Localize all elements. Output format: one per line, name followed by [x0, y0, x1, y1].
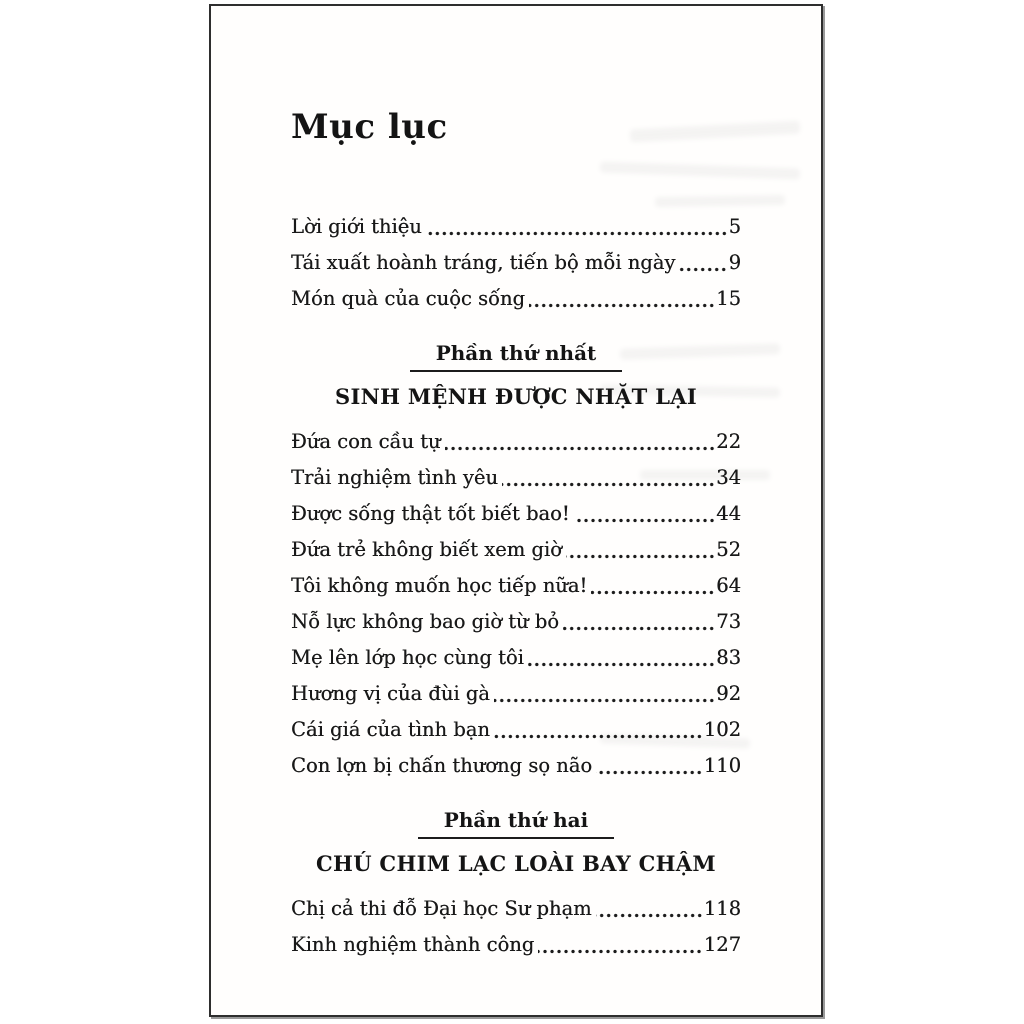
- part-title: CHÚ CHIM LẠC LOÀI BAY CHẬM: [316, 851, 716, 876]
- toc-entry-page-number: 102: [703, 718, 741, 741]
- toc-entry-title: Tôi không muốn học tiếp nữa!: [291, 574, 588, 597]
- toc-entry-page-number: 118: [703, 897, 741, 920]
- dotted-leader: [494, 734, 703, 739]
- toc-entry: [291, 712, 741, 748]
- toc-entry: [291, 532, 741, 568]
- dotted-leader: [574, 518, 716, 523]
- toc-entry-title: Con lợn bị chấn thương sọ não: [291, 754, 593, 777]
- toc-entry-page-number: 22: [716, 430, 741, 453]
- toc-entry-title: Được sống thật tốt biết bao!: [291, 502, 570, 525]
- toc-entry-title: Tái xuất hoành tráng, tiến bộ mỗi ngày: [291, 251, 676, 274]
- part-label: Phần thứ nhất: [410, 341, 623, 372]
- table-of-contents: [291, 209, 741, 963]
- toc-entry-page-number: 34: [716, 466, 741, 489]
- toc-entry: [291, 748, 741, 784]
- toc-entry: [291, 676, 741, 712]
- toc-entry-title: Kinh nghiệm thành công: [291, 933, 535, 956]
- toc-entry-page-number: 15: [716, 287, 741, 310]
- part-title: SINH MỆNH ĐƯỢC NHẶT LẠI: [335, 384, 697, 409]
- toc-entry-page-number: 44: [716, 502, 741, 525]
- toc-entry-page-number: 64: [716, 574, 741, 597]
- toc-entry: [291, 209, 741, 245]
- toc-entry-title: Trải nghiệm tình yêu: [291, 466, 498, 489]
- toc-entry-title: Mẹ lên lớp học cùng tôi: [291, 646, 524, 669]
- toc-entry: [291, 891, 741, 927]
- toc-entry: [291, 424, 741, 460]
- toc-entry: [291, 604, 741, 640]
- dotted-leader: [528, 662, 715, 667]
- toc-entry-title: Món quà của cuộc sống: [291, 287, 525, 310]
- toc-entry-title: Nỗ lực không bao giờ từ bỏ: [291, 610, 559, 633]
- toc-entry-page-number: 73: [716, 610, 741, 633]
- toc-entry-title: Lời giới thiệu: [291, 215, 422, 238]
- toc-entry: [291, 245, 741, 281]
- part-header: [291, 808, 741, 877]
- front-matter-entries: [291, 209, 741, 317]
- part-label: Phần thứ hai: [418, 808, 614, 839]
- section-entries: [291, 424, 741, 784]
- toc-entry: [291, 460, 741, 496]
- dotted-leader: [445, 446, 716, 451]
- toc-entry-page-number: 9: [728, 251, 741, 274]
- toc-entry-page-number: 127: [703, 933, 741, 956]
- toc-entry-title: Đứa con cầu tự: [291, 430, 441, 453]
- dotted-leader: [502, 482, 715, 487]
- book-page: [209, 4, 823, 1017]
- dotted-leader: [563, 626, 715, 631]
- toc-entry-title: Hương vị của đùi gà: [291, 682, 490, 705]
- toc-entry: [291, 640, 741, 676]
- part-header: [291, 341, 741, 410]
- toc-entry: [291, 568, 741, 604]
- toc-entry-page-number: 92: [716, 682, 741, 705]
- toc-entry-page-number: 110: [703, 754, 741, 777]
- dotted-leader: [596, 770, 703, 775]
- toc-entry-page-number: 52: [716, 538, 741, 561]
- page-content: [211, 107, 821, 963]
- dotted-leader: [591, 590, 715, 595]
- dotted-leader: [426, 231, 728, 236]
- dotted-leader: [596, 913, 703, 918]
- dotted-leader: [529, 303, 715, 308]
- toc-entry-page-number: 83: [716, 646, 741, 669]
- dotted-leader: [538, 949, 703, 954]
- section-entries: [291, 891, 741, 963]
- toc-entry: [291, 927, 741, 963]
- page-title: Mục lục: [291, 107, 448, 147]
- toc-entry-title: Cái giá của tình bạn: [291, 718, 490, 741]
- toc-entry-title: Chị cả thi đỗ Đại học Sư phạm: [291, 897, 592, 920]
- toc-entry: [291, 281, 741, 317]
- toc-entry: [291, 496, 741, 532]
- dotted-leader: [494, 698, 715, 703]
- dotted-leader: [566, 554, 715, 559]
- toc-entry-page-number: 5: [728, 215, 741, 238]
- toc-entry-title: Đứa trẻ không biết xem giờ: [291, 538, 562, 561]
- dotted-leader: [679, 267, 727, 272]
